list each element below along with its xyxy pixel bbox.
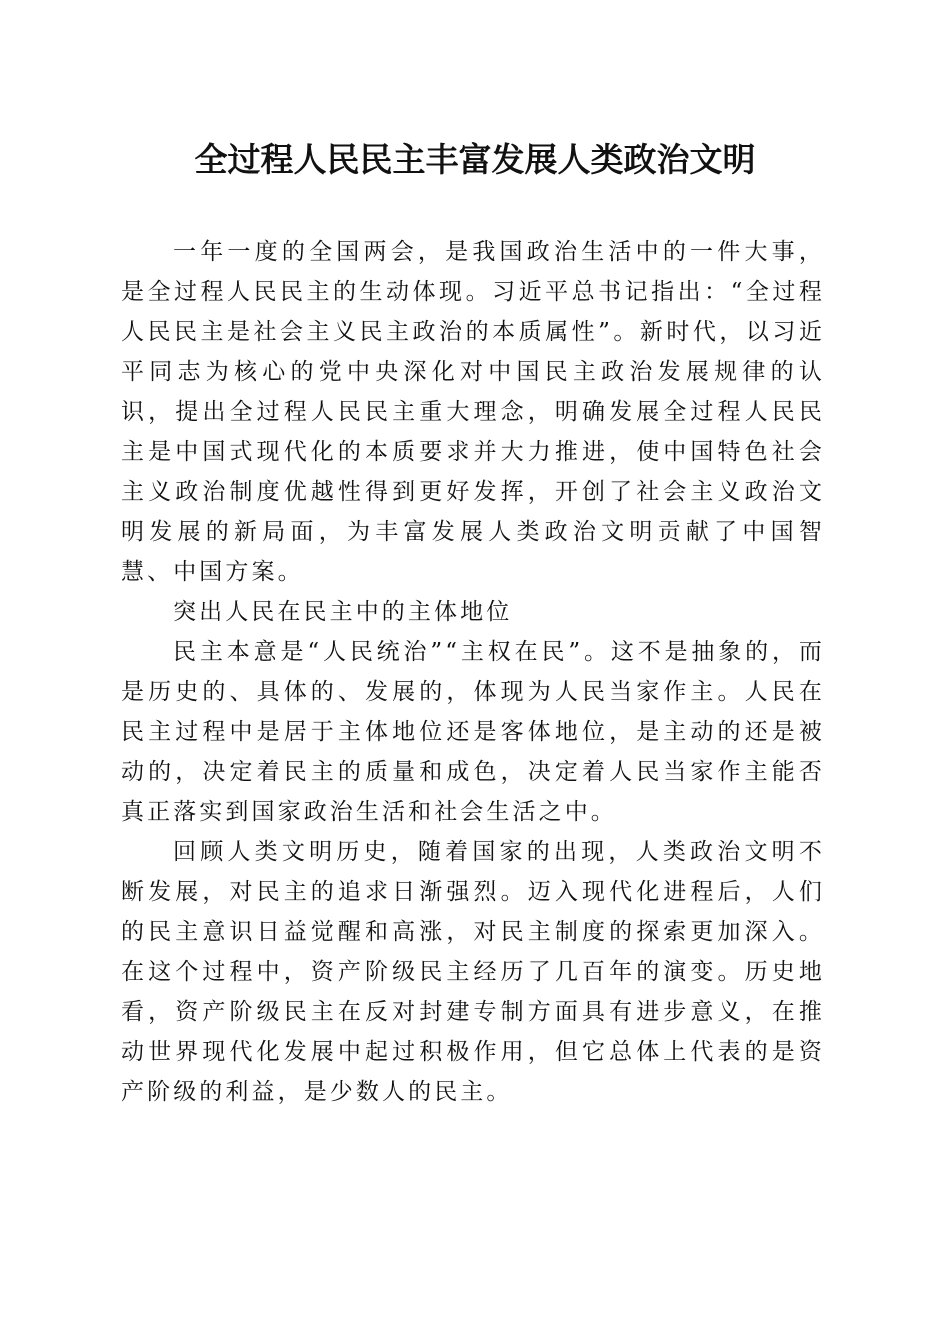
paragraph-history: 回顾人类文明历史，随着国家的出现，人类政治文明不断发展，对民主的追求日渐强烈。迈入现代化进程后，人们的民主意识日益觉醒和高涨，对民主制度的探索更加深入。在这个过程中，资产阶级民主经历了几百年的演变。历史地看，资产阶级民主在反对封建专制方面具有进步意义，在推动世界现代化发展中起过积极作用，但它总体上代表的是资产阶级的利益，是少数人的民主。 (121, 839, 825, 1105)
document-body (121, 232, 825, 1112)
paragraph-intro: 一年一度的全国两会，是我国政治生活中的一件大事，是全过程人民民主的生动体现。习近平总书记指出：“全过程人民民主是社会主义民主政治的本质属性”。新时代，以习近平同志为核心的党中央深化对中国民主政治发展规律的认识，提出全过程人民民主重大理念，明确发展全过程人民民主是中国式现代化的本质要求并大力推进，使中国特色社会主义政治制度优越性得到更好发挥，开创了社会主义政治文明发展的新局面，为丰富发展人类政治文明贡献了中国智慧、中国方案。 (121, 239, 825, 585)
section-heading: 突出人民在民主中的主体地位 (173, 599, 513, 625)
paragraph-democracy-meaning: 民主本意是“人民统治”“主权在民”。这不是抽象的，而是历史的、具体的、发展的，体现为人民当家作主。人民在民主过程中是居于主体地位还是客体地位，是主动的还是被动的，决定着民主的质量和成色，决定着人民当家作主能否真正落实到国家政治生活和社会生活之中。 (121, 639, 825, 825)
document-title: 全过程人民民主丰富发展人类政治文明 (194, 140, 756, 179)
